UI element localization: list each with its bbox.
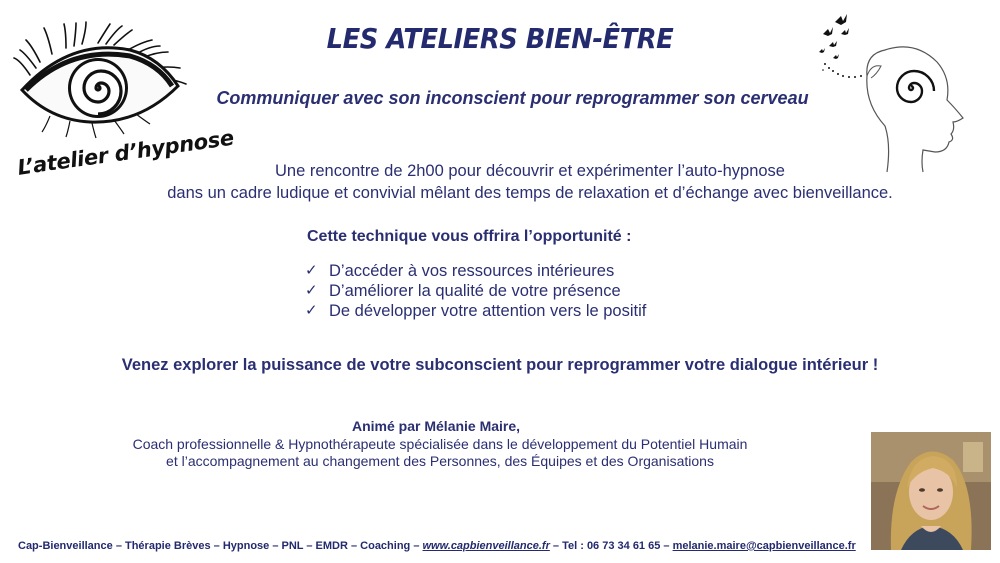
checkmark-icon: ✓: [305, 302, 318, 319]
benefit-text: D’améliorer la qualité de votre présence: [329, 282, 621, 300]
host-desc-line-2: et l’accompagnement au changement des Personnes, des Équipes et des Organisations: [166, 453, 714, 469]
host-portrait-photo: [871, 432, 991, 550]
website-link[interactable]: www.capbienveillance.fr: [422, 540, 550, 552]
footer: [18, 540, 856, 552]
list-item: [305, 301, 646, 321]
benefits-list: [305, 261, 646, 321]
page-title: LES ATELIERS BIEN-ÊTRE: [326, 22, 674, 55]
benefit-text: De développer votre attention vers le positif: [329, 302, 647, 320]
call-to-action: Venez explorer la puissance de votre subconscient pour reprogrammer votre dialogue intérieur !: [121, 356, 879, 374]
intro-line-2: dans un cadre ludique et convivial mêlant des temps de relaxation et d’échange avec bienveillance.: [167, 184, 893, 202]
intro-line-1: Une rencontre de 2h00 pour découvrir et expérimenter l’auto-hypnose: [275, 162, 785, 180]
list-item: [305, 261, 646, 281]
page-subtitle: Communiquer avec son inconscient pour reprogrammer son cerveau: [216, 88, 809, 108]
email-link[interactable]: melanie.maire@capbienveillance.fr: [672, 540, 856, 552]
footer-services: Cap-Bienveillance – Thérapie Brèves – Hypnose – PNL – EMDR – Coaching –: [18, 540, 423, 552]
benefit-text: D’accéder à vos ressources intérieures: [329, 262, 615, 280]
checkmark-icon: ✓: [305, 282, 318, 299]
checkmark-icon: ✓: [305, 262, 318, 279]
host-name: Animé par Mélanie Maire,: [352, 418, 521, 434]
portrait-illustration: [871, 432, 991, 550]
host-desc-line-1: Coach professionnelle & Hypnothérapeute spécialisée dans le développement du Potentiel Humain: [132, 436, 748, 452]
offer-heading: Cette technique vous offrira l’opportunité :: [307, 228, 632, 245]
intro-text: [0, 160, 1000, 204]
atelier-label: L’atelier d’hypnose: [16, 125, 236, 180]
list-item: [305, 281, 646, 301]
footer-phone: – Tel : 06 73 34 61 65 –: [549, 540, 673, 552]
host-description: [0, 436, 880, 470]
